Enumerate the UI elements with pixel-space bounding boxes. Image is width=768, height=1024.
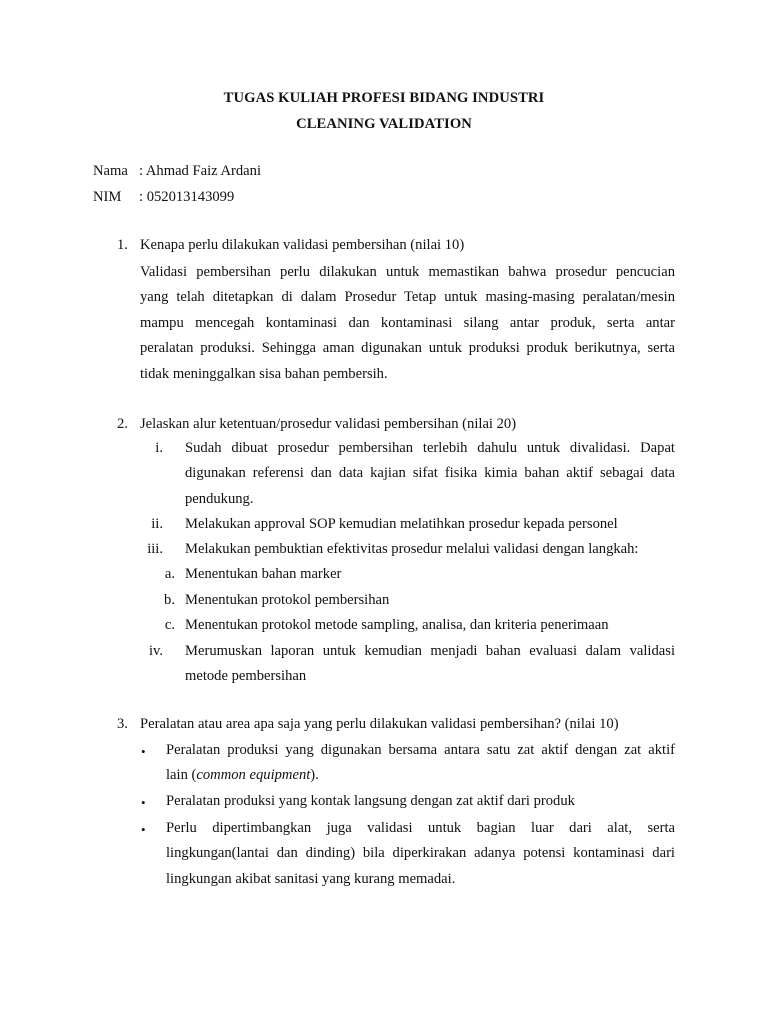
step-number: iv. [148, 643, 163, 659]
step-line: Melakukan approval SOP kemudian melatihkan prosedur kepada personel [185, 516, 618, 532]
bullet-line: Peralatan produksi yang kontak langsung dengan zat aktif dari produk [166, 793, 575, 809]
question-3-text: Peralatan atau area apa saja yang perlu dilakukan validasi pembersihan? (nilai 10) [140, 716, 619, 732]
nim-label: NIM [93, 189, 122, 205]
question-2-number: 2. [117, 416, 128, 432]
step-line: Merumuskan laporan untuk kemudian menjadi bahan evaluasi dalam validasi [185, 643, 675, 659]
step-text [185, 512, 675, 537]
step-number: iii. [147, 541, 163, 557]
nim-value: : 052013143099 [139, 189, 235, 205]
answer-1-line: tidak meninggalkan sisa bahan pembersih. [140, 365, 388, 382]
substep-letter: b. [164, 592, 175, 608]
student-nim-row [93, 189, 234, 206]
common-equipment-term: common equipment [196, 767, 311, 784]
question-2-text: Jelaskan alur ketentuan/prosedur validasi pembersihan (nilai 20) [140, 416, 517, 432]
bullet-icon: • [141, 822, 146, 837]
step-text [185, 537, 675, 562]
substep-line: Menentukan protokol pembersihan [185, 592, 390, 608]
bullet-line [166, 763, 675, 788]
bullet-text [166, 789, 675, 814]
bullet-line: lingkungan(lantai dan dinding) bila diperkirakan adanya potensi kontaminasi dari [166, 845, 675, 862]
question-3-number: 3. [117, 716, 128, 732]
bullet-text [166, 738, 675, 789]
answer-1 [140, 260, 675, 387]
bullet-text-fragment: lain ( [166, 767, 197, 784]
substep-line: Menentukan bahan marker [185, 566, 342, 582]
answer-1-line: yang telah ditetapkan di dalam Prosedur Tetap untuk masing-masing peralatan/mesin [140, 289, 675, 306]
answer-1-line: peralatan produksi. Sehingga aman digunakan untuk produksi produk berikutnya, serta [140, 340, 675, 357]
question-1-number: 1. [117, 237, 128, 253]
step-number: i. [155, 440, 163, 456]
substep-line: Menentukan protokol metode sampling, analisa, dan kriteria penerimaan [185, 617, 609, 633]
document-subtitle: CLEANING VALIDATION [296, 116, 472, 132]
answer-1-line: Validasi pembersihan perlu dilakukan untuk memastikan bahwa prosedur pencucian [140, 264, 675, 280]
name-value: : Ahmad Faiz Ardani [139, 163, 262, 179]
bullet-line: Peralatan produksi yang digunakan bersama antara satu zat aktif dengan zat aktif [166, 742, 675, 758]
bullet-text [166, 816, 675, 892]
bullet-icon: • [141, 795, 146, 810]
step-line: pendukung. [185, 490, 254, 507]
bullet-line: Perlu dipertimbangkan juga validasi untuk bagian luar dari alat, serta [166, 820, 675, 836]
answer-1-line: mampu mencegah kontaminasi dan kontaminasi silang antar produk, serta antar [140, 314, 675, 331]
bullet-text-fragment: ). [310, 767, 319, 784]
step-line: Melakukan pembuktian efektivitas prosedur melalui validasi dengan langkah: [185, 541, 639, 557]
step-line: digunakan referensi dan data kajian sifat fisika kimia bahan aktif sebagai data [185, 465, 675, 482]
bullet-line: lingkungan akibat sanitasi yang kurang memadai. [166, 870, 456, 887]
step-number: ii. [151, 516, 163, 532]
substep-text [185, 588, 675, 613]
substep-text [185, 613, 675, 638]
document-title: TUGAS KULIAH PROFESI BIDANG INDUSTRI [223, 90, 545, 106]
name-label: Nama [93, 163, 128, 179]
question-1-text: Kenapa perlu dilakukan validasi pembersihan (nilai 10) [140, 237, 465, 253]
substep-text [185, 562, 675, 587]
step-text [185, 436, 675, 512]
step-line: metode pembersihan [185, 668, 307, 685]
bullet-icon: • [141, 744, 146, 759]
step-line: Sudah dibuat prosedur pembersihan terlebih dahulu untuk divalidasi. Dapat [185, 440, 675, 456]
substep-letter: c. [164, 617, 175, 633]
substep-letter: a. [164, 566, 175, 582]
step-text [185, 639, 675, 690]
student-name-row [93, 163, 261, 180]
